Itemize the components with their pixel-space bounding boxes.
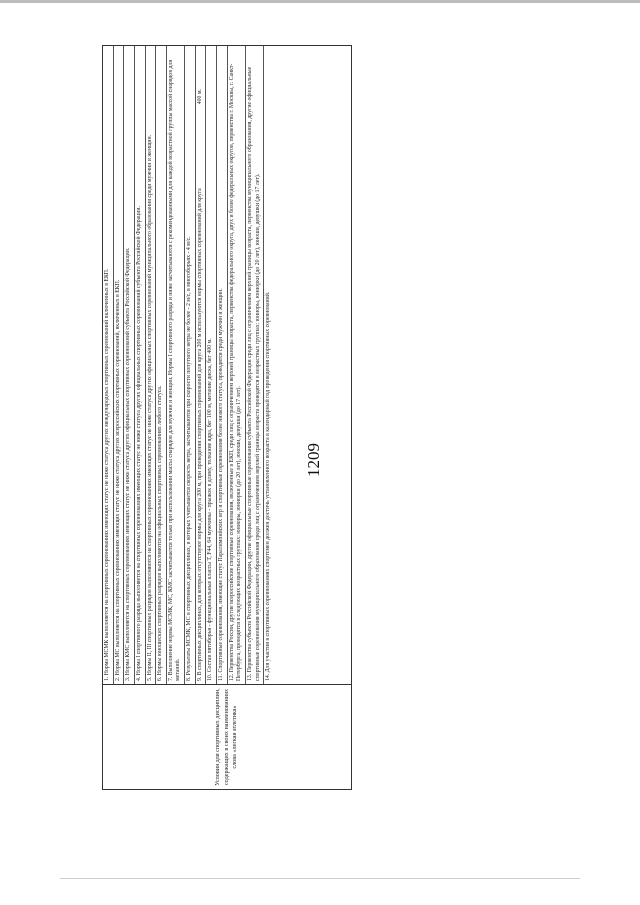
conditions-list [103, 46, 274, 684]
list-item-text: 1. Норма МСМК выполняется на спортивных соревнованиях имеющих статус не ниже статуса других международных спортивных соревнований включенных в ЕКП. [104, 268, 110, 681]
conditions-table-grid [102, 45, 352, 790]
table-row [103, 46, 352, 790]
list-item-text: 3. Норма КМС выполняется на спортивных соревнованиях имеющих статус не ниже статуса других официальных спортивных соревнований субъекта Российской Федерации. [125, 247, 132, 681]
list-item-text: 4. Норма I спортивного разряда выполняется на спортивных соревнованиях имеющих статус не ниже статуса других официальных спортивных соревнований субъекта Российской Федерации. [135, 206, 142, 681]
bottom-rule [60, 878, 580, 879]
page-number-text: 1209 [304, 443, 323, 477]
list-item-text: 14. Для участия в спортивных соревнованиях спортсмен должен достичь установленного возраста в календарный год проведения спортивных соревнований. [265, 291, 272, 681]
list-item [167, 46, 185, 684]
list-item-text: 11. Спортивные соревнования, имеющие статус Паралимпийских игр и спортивные соревнования более низкого статуса, проводятся среди мужчин и женщин. [218, 288, 225, 681]
list-item [156, 46, 167, 684]
list-item-text: 13. Первенства субъекта Российской Федерации, другие официальные спортивные соревнования субъекта Российской Федерации среди лиц с ограничением верхней границы возраста, первенства муниципального образования, другие официальные спортивные соревнования муниципального образования среди лиц с ограничением верхней границы возраста проводятся в возрастных группах: юниоры, юниорки (до 20 лет), юноши, девушки (до 17 лет). [246, 66, 261, 681]
conditions-table [102, 45, 352, 790]
list-item [246, 46, 264, 684]
list-item [196, 46, 207, 684]
list-item-text: 7. Выполнение нормы МСМК, МС, КМС засчитывается только при использовании массы снарядов для мужчин и женщин. Нормы I спортивного разряда и ниже засчитываются с рекомендованными для каждой возрастной группы массой снарядов для метаний. [167, 59, 182, 681]
list-item [135, 46, 146, 684]
list-item [185, 46, 196, 684]
list-item-note: 400 м. [196, 89, 203, 105]
list-item [228, 46, 246, 684]
list-item-text: 6. Нормы юношеских спортивных разрядов выполняются на официальных спортивных соревнованиях любого статуса. [157, 385, 164, 681]
list-item [264, 46, 274, 684]
list-item [146, 46, 157, 684]
list-item-text: 2. Норма МС выполняется на спортивных соревнованиях имеющих статус не ниже статуса других всероссийских спортивных соревнований, включенных в ЕКП. [114, 279, 121, 681]
list-item-text: 8. Результаты МСМК, МС в спортивных дисциплинах, в которых учитывается скорость ветра, засчитываются при скорости попутного ветра не более - 2 м/с, в многоборьях - 4 м/с. [186, 236, 193, 681]
list-item [217, 46, 228, 684]
list-item [206, 46, 217, 684]
table-label-cell: Условия для спортивных дисциплин, содержащих в своих наименованиях слова «легкая атлетика» [103, 685, 352, 790]
list-item [124, 46, 135, 684]
scan-top-edge [0, 0, 640, 3]
list-item-text: 9. В спортивных дисциплинах, для которых отсутствуют нормы для круга 200 м, при проведении спортивных соревнований для круга 200 м используются нормы спортивных соревнований для круга [196, 188, 203, 681]
list-item-text: 10. Состав пятиборья - функциональные классы Т, F44, 64 мужчины - прыжок в длину, толкание ядра, бег 100 м, метание диска, бег 400 м. [207, 338, 214, 681]
list-item [103, 46, 114, 684]
list-item [114, 46, 125, 684]
table-content-cell [103, 46, 352, 685]
list-item-text: 5. Нормы II, III спортивных разрядов выполняются на спортивных соревнованиях имеющих статус не ниже статуса других официальных спортивных соревнований муниципального образования среди мужчин и женщин. [146, 134, 153, 681]
list-item-text: 12. Первенства России, другие всероссийские спортивные соревнования, включенные в ЕКП, среди лиц с ограничением верхней границы возраста, первенства федерального округа, двух и более федеральных округов, первенства г. Москвы, г. Санкт-Петербурга, проводятся в следующих возрастных группах: юниоры, юниорки (до 20 лет), юноши, девушки (до 17 лет). [228, 63, 243, 681]
